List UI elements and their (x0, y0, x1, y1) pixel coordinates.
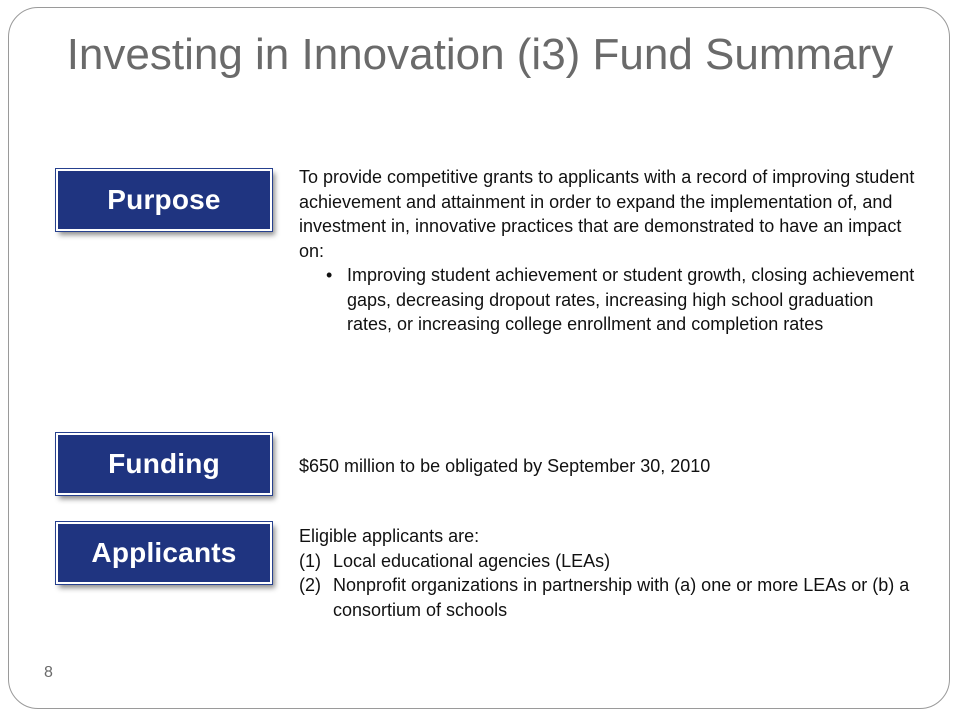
purpose-text: To provide competitive grants to applicants with a record of improving student achievement and attainment in order to expand the implementation of, and investment in, innovative practices that are demonstrated to have an impact on: (299, 167, 915, 261)
purpose-bullet-item (326, 263, 919, 337)
applicant-item-number: (2) (299, 575, 321, 595)
applicant-item (299, 573, 919, 622)
purpose-section (299, 165, 919, 337)
applicant-item (299, 549, 919, 574)
applicants-label: Applicants (56, 522, 272, 584)
applicants-section (299, 524, 919, 622)
applicant-item-number: (1) (299, 550, 321, 571)
purpose-label: Purpose (56, 169, 272, 231)
page-number: 8 (44, 664, 53, 681)
purpose-bullet-text: Improving student achievement or student growth, closing achievement gaps, decreasing dropout rates, increasing high school graduation rates, or increasing college enrollment and completion rates (347, 265, 915, 334)
slide-title: Investing in Innovation (i3) Fund Summary (66, 30, 894, 79)
funding-text: $650 million to be obligated by September 30, 2010 (299, 456, 711, 476)
applicant-item-text: Local educational agencies (LEAs) (333, 550, 611, 571)
funding-label: Funding (56, 433, 272, 495)
bullet-icon: • (326, 265, 333, 285)
applicant-item-text: Nonprofit organizations in partnership with (a) one or more LEAs or (b) a consortium of schools (333, 575, 910, 620)
applicants-intro: Eligible applicants are: (299, 526, 480, 546)
